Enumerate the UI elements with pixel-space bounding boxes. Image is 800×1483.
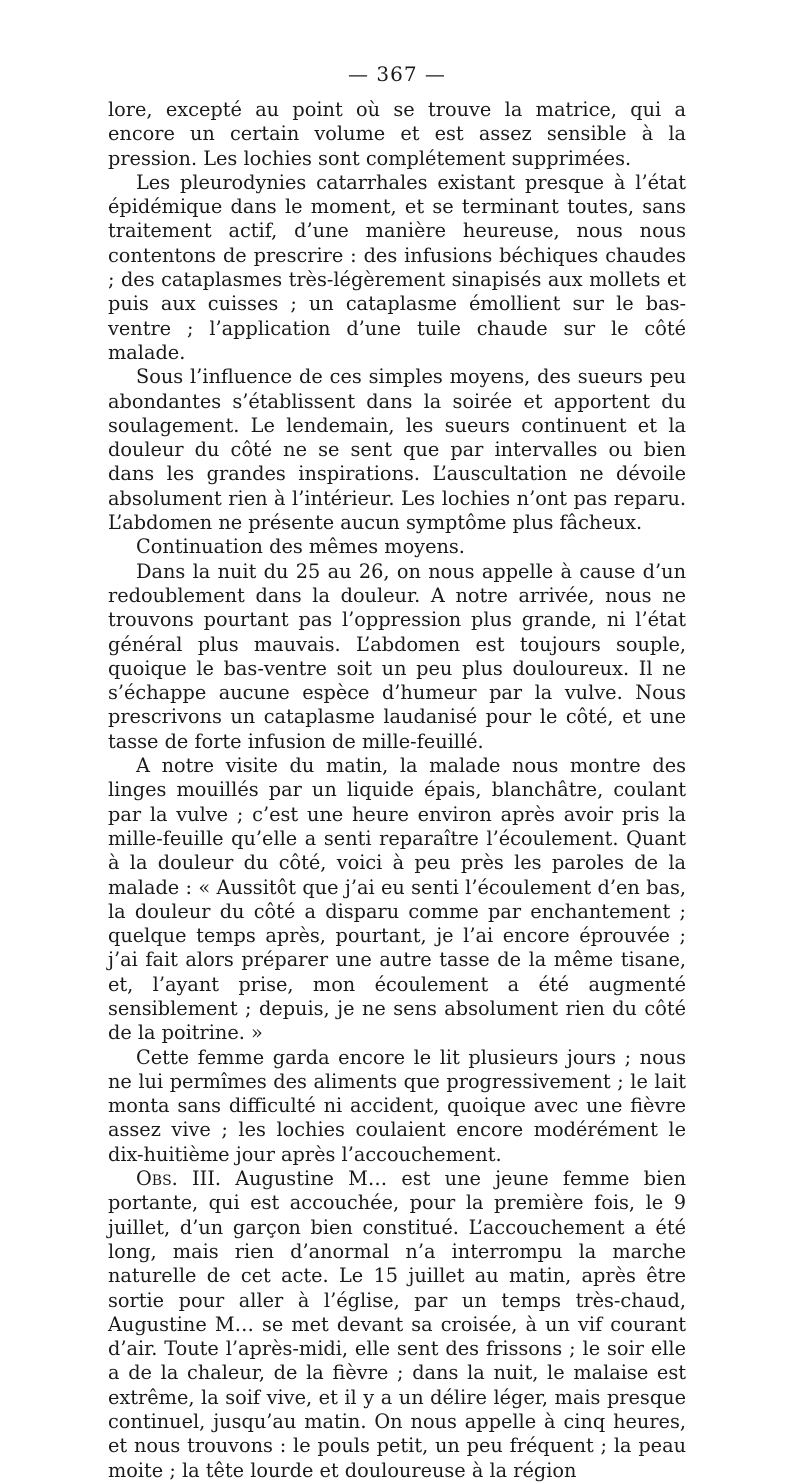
paragraph-pleurodynies: Les pleurodynies catarrhales existant presque à l’état épidémique dans le moment, et se terminant toutes, sans traitement actif, d’une manière heureuse, nous nous contentons de prescrire : des infusions béchiques chaudes ; des cataplasmes très-légèrement sinapisés aux mollets et puis aux cuisses ; un cataplasme émollient sur le bas-ventre ; l’application d’une tuile chaude sur le côté malade. bbox=[108, 170, 686, 364]
paragraph-visite-matin: A notre visite du matin, la malade nous montre des linges mouillés par un liquide épais, blanchâtre, coulant par la vulve ; c’est une heure environ après avoir pris la mille-feuille qu’elle a senti reparaître l’écoulement. Quant à la douleur du côté, voici à peu près les paroles de la malade : « Aussitôt que j’ai eu senti l’écoulement d’en bas, la douleur du côté a disparu comme par enchantement ; quelque temps après, pourtant, je l’ai encore éprouvée ; j’ai fait alors préparer une autre tasse de la même tisane, et, l’ayant prise, mon écoulement a été augmenté sensiblement ; depuis, je ne sens absolument rien du côté de la poitrine. » bbox=[108, 754, 686, 1045]
paragraph-influence: Sous l’influence de ces simples moyens, des sueurs peu abondantes s’établissent dans la soirée et apportent du soulagement. Le lendemain, les sueurs continuent et la douleur du côté ne se sent que par intervalles ou bien dans les grandes inspirations. L’auscultation ne dévoile absolument rien à l’intérieur. Les lochies n’ont pas reparu. L’abdomen ne présente aucun symptôme plus fâcheux. bbox=[108, 365, 686, 535]
paragraph-nuit: Dans la nuit du 25 au 26, on nous appelle à cause d’un redoublement dans la douleur. A notre arrivée, nous ne trouvons pourtant pas l’oppression plus grande, ni l’état général plus mauvais. L’abdomen est toujours souple, quoique le bas-ventre soit un peu plus douloureux. Il ne s’échappe aucune espèce d’humeur par la vulve. Nous prescrivons un cataplasme laudanisé pour le côté, et une tasse de forte infusion de mille-feuillé. bbox=[108, 559, 686, 753]
book-page bbox=[108, 58, 686, 1483]
paragraph-continuation: lore, excepté au point où se trouve la matrice, qui a encore un certain volume et est assez sensible à la pression. Les lochies sont complétement supprimées. bbox=[108, 98, 686, 170]
page-number: — 367 — bbox=[348, 62, 446, 86]
paragraph-observation-3 bbox=[108, 1167, 686, 1483]
paragraph-continuation-moyens: Continuation des mêmes moyens. bbox=[136, 535, 465, 559]
paragraph-cette-femme: Cette femme garda encore le lit plusieurs jours ; nous ne lui permîmes des aliments que progressivement ; le lait monta sans difficulté ni accident, quoique avec une fièvre assez vive ; les lochies coulaient encore modérément le dix-huitième jour après l’accouchement. bbox=[108, 1045, 686, 1166]
observation-label: Obs. III. bbox=[136, 1167, 221, 1191]
observation-text: Augustine M… est une jeune femme bien portante, qui est accouchée, pour la première fois, le 9 juillet, d’un garçon bien constitué. L’accouchement a été long, mais rien d’anormal n’a interrompu la marche naturelle de cet acte. Le 15 juillet au matin, après être sortie pour aller à l’église, par un temps très-chaud, Augustine M… se met devant sa croisée, à un vif courant d’air. Toute l’après-midi, elle sent des frissons ; le soir elle a de la chaleur, de la fièvre ; dans la nuit, le malaise est extrême, la soif vive, et il y a un délire léger, mais presque continuel, jusqu’au matin. On nous appelle à cinq heures, et nous trouvons : le pouls petit, un peu fréquent ; la peau moite ; la tête lourde et douloureuse à la région bbox=[108, 1167, 686, 1482]
